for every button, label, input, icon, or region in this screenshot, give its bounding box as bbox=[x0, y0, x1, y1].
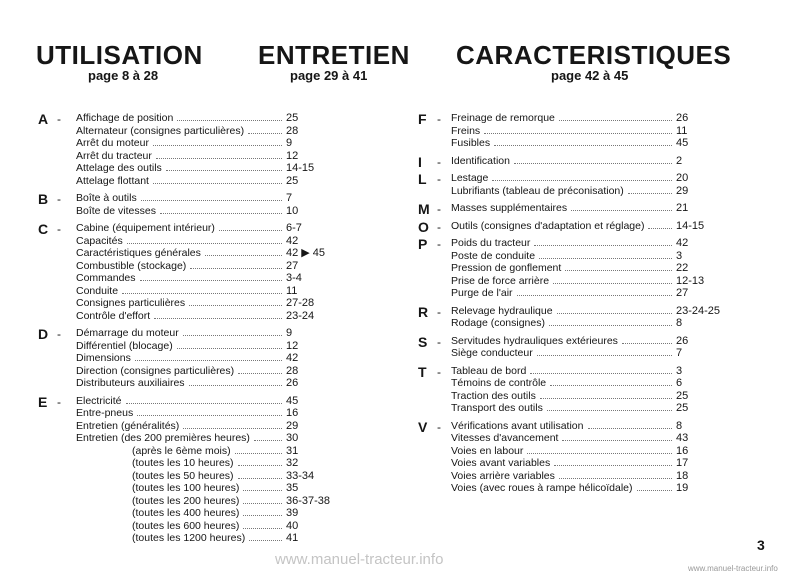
index-entry-page: 27 bbox=[286, 259, 299, 272]
index-entry-label: (toutes les 100 heures) bbox=[132, 482, 240, 494]
index-entry bbox=[418, 402, 728, 415]
leader-dots bbox=[537, 355, 672, 356]
index-dash: - bbox=[57, 394, 61, 409]
index-entry-label: Démarrage du moteur bbox=[76, 327, 179, 339]
index-entry bbox=[418, 305, 728, 318]
index-entry-label: Caractéristiques générales bbox=[76, 247, 201, 259]
index-entry-page: 11 bbox=[286, 284, 298, 297]
index-entry-page: 31 bbox=[286, 444, 299, 457]
index-dash: - bbox=[57, 112, 61, 126]
leader-dots bbox=[154, 318, 282, 319]
footer-small-url: www.manuel-tracteur.info bbox=[688, 564, 778, 573]
index-letter: D bbox=[38, 326, 49, 342]
leader-dots bbox=[554, 465, 672, 466]
index-entry bbox=[38, 365, 338, 378]
index-group-c bbox=[38, 222, 338, 322]
index-letter: O bbox=[418, 218, 429, 235]
index-group-f bbox=[418, 112, 728, 150]
index-entry-label: Voies avant variables bbox=[451, 457, 551, 469]
leader-dots bbox=[530, 373, 672, 374]
index-entry-label: (toutes les 1200 heures) bbox=[132, 532, 246, 544]
leader-dots bbox=[562, 440, 672, 441]
index-entry-label: Entre-pneus bbox=[76, 407, 134, 419]
index-entry-page: 19 bbox=[676, 482, 689, 494]
index-entry-label: (toutes les 400 heures) bbox=[132, 507, 240, 519]
index-entry-page: 25 bbox=[286, 174, 299, 187]
leader-dots bbox=[550, 385, 672, 386]
index-group-o bbox=[418, 220, 728, 233]
index-entry bbox=[38, 482, 338, 495]
index-entry-label: Boîte de vitesses bbox=[76, 204, 156, 217]
leader-dots bbox=[547, 410, 672, 411]
leader-dots bbox=[177, 348, 282, 349]
index-group-i bbox=[418, 155, 728, 168]
index-group-t bbox=[418, 365, 728, 415]
index-entry-label: Arrêt du tracteur bbox=[76, 149, 152, 162]
index-entry-label: Voies arrière variables bbox=[451, 469, 555, 482]
index-entry-page: 11 bbox=[676, 124, 688, 137]
index-entry bbox=[38, 457, 338, 470]
index-entry-label: Lubrifiants (tableau de préconisation) bbox=[451, 184, 624, 197]
leader-dots bbox=[539, 258, 672, 259]
index-entry-label: (après le 6ème mois) bbox=[132, 444, 231, 457]
index-group-m bbox=[418, 202, 728, 215]
index-entry-label: Lestage bbox=[451, 172, 489, 184]
index-letter: M bbox=[418, 201, 430, 217]
index-entry bbox=[418, 335, 728, 348]
index-letter: C bbox=[38, 221, 49, 237]
leader-dots bbox=[122, 293, 282, 294]
index-entry bbox=[38, 327, 338, 340]
leader-dots bbox=[166, 170, 282, 171]
index-entry-label: Identification bbox=[451, 154, 510, 167]
index-group-p bbox=[418, 237, 728, 300]
index-entry bbox=[38, 532, 338, 545]
index-entry bbox=[418, 262, 728, 275]
leader-dots bbox=[571, 210, 672, 211]
index-group-s bbox=[418, 335, 728, 360]
leader-dots bbox=[534, 245, 672, 246]
index-dash: - bbox=[437, 419, 441, 434]
index-entry-label: Servitudes hydrauliques extérieures bbox=[451, 334, 618, 347]
index-entry-page: 42 bbox=[286, 234, 299, 247]
header-caracteristiques: CARACTERISTIQUES bbox=[456, 40, 732, 70]
leader-dots bbox=[517, 295, 672, 296]
index-letter: R bbox=[418, 303, 429, 320]
index-entry bbox=[38, 272, 338, 285]
index-entry-page: 26 bbox=[286, 377, 299, 389]
index-entry bbox=[418, 220, 728, 233]
leader-dots bbox=[183, 335, 282, 336]
leader-dots bbox=[648, 228, 672, 229]
index-letter: F bbox=[418, 111, 427, 127]
index-entry bbox=[38, 222, 338, 235]
index-entry bbox=[418, 172, 728, 185]
index-dash: - bbox=[437, 154, 441, 169]
leader-dots bbox=[189, 385, 282, 386]
index-entry-page: 42 ▶ 45 bbox=[286, 247, 326, 259]
index-entry bbox=[418, 365, 728, 378]
index-entry bbox=[418, 237, 728, 250]
index-entry-page: 7 bbox=[676, 347, 683, 359]
subheader-utilisation-pages: page 8 à 28 bbox=[88, 68, 159, 83]
index-entry-page: 8 bbox=[676, 419, 683, 432]
index-entry-label: (toutes les 10 heures) bbox=[132, 457, 234, 469]
index-group-a bbox=[38, 112, 338, 187]
index-entry-page: 36-37-38 bbox=[286, 494, 331, 507]
index-entry-label: Tableau de bord bbox=[451, 364, 527, 377]
index-entry-label: (toutes les 200 heures) bbox=[132, 494, 240, 507]
index-entry bbox=[38, 495, 338, 508]
leader-dots bbox=[492, 180, 672, 181]
index-entry-page: 3-4 bbox=[286, 272, 302, 284]
leader-dots bbox=[189, 305, 282, 306]
index-entry bbox=[38, 507, 338, 520]
index-entry bbox=[38, 470, 338, 483]
index-entry bbox=[38, 150, 338, 163]
leader-dots bbox=[540, 398, 672, 399]
index-entry bbox=[38, 125, 338, 138]
index-entry-label: Témoins de contrôle bbox=[451, 377, 547, 389]
leader-dots bbox=[254, 440, 282, 441]
index-entry-page: 25 bbox=[286, 112, 299, 124]
leader-dots bbox=[238, 373, 282, 374]
index-dash: - bbox=[437, 237, 441, 251]
leader-dots bbox=[514, 163, 672, 164]
index-entry-page: 12 bbox=[286, 149, 299, 162]
leader-dots bbox=[249, 540, 282, 541]
index-entry-label: Traction des outils bbox=[451, 389, 536, 402]
index-letter: I bbox=[418, 153, 422, 170]
leader-dots bbox=[243, 515, 282, 516]
index-entry bbox=[418, 432, 728, 445]
index-entry-page: 35 bbox=[286, 482, 299, 494]
index-entry bbox=[418, 390, 728, 403]
index-group-b bbox=[38, 192, 338, 217]
index-entry bbox=[418, 250, 728, 263]
index-entry-label: Voies en labour bbox=[451, 444, 524, 457]
leader-dots bbox=[553, 283, 672, 284]
index-entry-page: 21 bbox=[676, 202, 689, 214]
leader-dots bbox=[177, 120, 282, 121]
index-entry bbox=[418, 275, 728, 288]
index-group-v bbox=[418, 420, 728, 495]
index-group-d bbox=[38, 327, 338, 390]
index-entry-label: Freinage de remorque bbox=[451, 112, 555, 124]
leader-dots bbox=[484, 133, 672, 134]
index-entry-page: 26 bbox=[676, 112, 689, 124]
index-entry-page: 16 bbox=[676, 444, 689, 457]
index-entry-page: 42 bbox=[286, 352, 299, 364]
leader-dots bbox=[205, 255, 282, 256]
index-entry-label: Différentiel (blocage) bbox=[76, 339, 173, 352]
index-entry-label: Masses supplémentaires bbox=[451, 202, 568, 214]
index-letter: L bbox=[418, 171, 427, 187]
index-entry bbox=[38, 310, 338, 323]
index-entry bbox=[38, 395, 338, 408]
index-entry-page: 45 bbox=[676, 137, 689, 149]
index-entry-page: 22 bbox=[676, 262, 689, 274]
index-entry bbox=[38, 235, 338, 248]
leader-dots bbox=[243, 490, 282, 491]
index-entry bbox=[418, 112, 728, 125]
index-entry-page: 28 bbox=[286, 124, 299, 137]
index-entry bbox=[38, 520, 338, 533]
index-entry-page: 10 bbox=[286, 204, 299, 217]
index-entry-page: 26 bbox=[676, 334, 689, 347]
index-entry-page: 16 bbox=[286, 407, 299, 419]
index-entry-label: Attelage des outils bbox=[76, 162, 162, 174]
index-entry bbox=[38, 352, 338, 365]
index-entry-label: Affichage de position bbox=[76, 112, 174, 124]
index-entry bbox=[38, 137, 338, 150]
leader-dots bbox=[156, 158, 282, 159]
leader-dots bbox=[549, 325, 672, 326]
index-entry-page: 33-34 bbox=[286, 469, 315, 482]
index-entry-label: Transport des outils bbox=[451, 402, 543, 414]
index-entry-page: 30 bbox=[286, 432, 299, 444]
index-entry-label: Attelage flottant bbox=[76, 174, 149, 187]
index-entry-label: Freins bbox=[451, 124, 481, 137]
index-entry-page: 23-24-25 bbox=[676, 304, 721, 317]
index-entry-page: 12 bbox=[286, 339, 299, 352]
index-entry-label: Capacités bbox=[76, 234, 123, 247]
index-group-e bbox=[38, 395, 338, 545]
index-entry-page: 39 bbox=[286, 507, 299, 519]
index-entry-page: 32 bbox=[286, 457, 299, 469]
index-entry bbox=[38, 175, 338, 188]
leader-dots bbox=[238, 465, 282, 466]
index-entry-page: 3 bbox=[676, 249, 683, 262]
index-dash: - bbox=[437, 112, 441, 126]
index-letter: V bbox=[418, 418, 428, 435]
footer-watermark: www.manuel-tracteur.info bbox=[275, 551, 444, 568]
index-entry-label: (toutes les 600 heures) bbox=[132, 519, 240, 532]
leader-dots bbox=[527, 453, 672, 454]
index-letter: P bbox=[418, 236, 428, 252]
index-entry bbox=[38, 112, 338, 125]
index-entry-label: Cabine (équipement intérieur) bbox=[76, 222, 215, 234]
index-entry-page: 12-13 bbox=[676, 274, 705, 287]
index-entry-page: 3 bbox=[676, 364, 683, 377]
index-entry-page: 41 bbox=[286, 532, 299, 544]
leader-dots bbox=[127, 243, 282, 244]
index-entry bbox=[418, 155, 728, 168]
index-entry-label: Relevage hydraulique bbox=[451, 304, 553, 317]
index-entry-label: (toutes les 50 heures) bbox=[132, 469, 234, 482]
index-entry bbox=[418, 137, 728, 150]
index-entry bbox=[38, 285, 338, 298]
index-letter: S bbox=[418, 333, 428, 350]
index-entry-label: Combustible (stockage) bbox=[76, 259, 187, 272]
index-column-right bbox=[418, 112, 728, 500]
leader-dots bbox=[243, 503, 282, 504]
index-entry-label: Conduite bbox=[76, 284, 119, 297]
index-entry-label: Pression de gonflement bbox=[451, 262, 562, 274]
index-letter: T bbox=[418, 363, 427, 380]
leader-dots bbox=[559, 120, 672, 121]
leader-dots bbox=[248, 133, 282, 134]
index-entry bbox=[418, 445, 728, 458]
index-entry bbox=[38, 420, 338, 433]
index-entry-label: Boîte à outils bbox=[76, 192, 137, 204]
index-entry-page: 7 bbox=[286, 192, 293, 204]
leader-dots bbox=[153, 183, 282, 184]
index-entry bbox=[418, 287, 728, 300]
leader-dots bbox=[243, 528, 282, 529]
index-entry-page: 28 bbox=[286, 364, 299, 377]
index-entry-label: Rodage (consignes) bbox=[451, 317, 545, 329]
index-entry-label: Entretien (généralités) bbox=[76, 419, 180, 432]
index-dash: - bbox=[437, 172, 441, 186]
index-entry-label: Poste de conduite bbox=[451, 249, 536, 262]
index-entry bbox=[38, 247, 338, 260]
index-entry bbox=[38, 407, 338, 420]
index-letter: A bbox=[38, 111, 49, 127]
index-entry-page: 45 bbox=[286, 394, 299, 407]
index-entry-page: 14-15 bbox=[676, 219, 705, 232]
index-entry-label: Vitesses d'avancement bbox=[451, 432, 559, 444]
leader-dots bbox=[135, 360, 282, 361]
leader-dots bbox=[137, 415, 282, 416]
index-entry bbox=[418, 457, 728, 470]
leader-dots bbox=[190, 268, 282, 269]
index-entry-page: 14-15 bbox=[286, 162, 315, 174]
leader-dots bbox=[628, 193, 672, 194]
index-dash: - bbox=[437, 364, 441, 379]
index-entry-page: 27 bbox=[676, 287, 689, 299]
index-entry bbox=[38, 205, 338, 218]
header-entretien: ENTRETIEN bbox=[258, 40, 410, 70]
index-entry bbox=[418, 185, 728, 198]
index-entry-label: Purge de l'air bbox=[451, 287, 513, 299]
index-entry-page: 42 bbox=[676, 237, 689, 249]
index-entry bbox=[418, 347, 728, 360]
index-entry bbox=[418, 202, 728, 215]
index-entry bbox=[38, 432, 338, 445]
index-group-l bbox=[418, 172, 728, 197]
leader-dots bbox=[494, 145, 672, 146]
index-entry-label: Fusibles bbox=[451, 137, 491, 149]
index-letter: B bbox=[38, 191, 49, 207]
index-entry-page: 8 bbox=[676, 317, 683, 329]
index-letter: E bbox=[38, 393, 48, 410]
leader-dots bbox=[153, 145, 282, 146]
index-entry-page: 25 bbox=[676, 389, 689, 402]
index-entry bbox=[38, 162, 338, 175]
index-entry bbox=[418, 317, 728, 330]
index-entry bbox=[38, 445, 338, 458]
index-dash: - bbox=[57, 222, 61, 236]
leader-dots bbox=[588, 428, 673, 429]
index-dash: - bbox=[57, 192, 61, 206]
header-utilisation: UTILISATION bbox=[36, 40, 203, 70]
leader-dots bbox=[557, 313, 672, 314]
index-entry bbox=[418, 377, 728, 390]
index-dash: - bbox=[437, 219, 441, 234]
leader-dots bbox=[141, 200, 282, 201]
index-entry bbox=[38, 260, 338, 273]
index-entry bbox=[418, 125, 728, 138]
index-dash: - bbox=[437, 202, 441, 216]
leader-dots bbox=[219, 230, 282, 231]
leader-dots bbox=[238, 478, 282, 479]
leader-dots bbox=[140, 280, 282, 281]
index-entry-label: Consignes particulières bbox=[76, 297, 186, 309]
page-number: 3 bbox=[757, 537, 765, 553]
leader-dots bbox=[565, 270, 672, 271]
index-dash: - bbox=[57, 327, 61, 341]
index-entry-page: 29 bbox=[286, 419, 299, 432]
index-entry-page: 23-24 bbox=[286, 309, 315, 322]
index-entry-label: Prise de force arrière bbox=[451, 274, 550, 287]
leader-dots bbox=[126, 403, 282, 404]
index-entry-page: 17 bbox=[676, 457, 689, 469]
index-entry-label: Outils (consignes d'adaptation et réglage) bbox=[451, 219, 645, 232]
index-dash: - bbox=[437, 304, 441, 319]
index-entry-label: Dimensions bbox=[76, 352, 131, 364]
index-entry-label: Vérifications avant utilisation bbox=[451, 419, 584, 432]
subheader-entretien-pages: page 29 à 41 bbox=[290, 68, 368, 83]
leader-dots bbox=[160, 213, 282, 214]
leader-dots bbox=[559, 478, 672, 479]
leader-dots bbox=[637, 490, 672, 491]
leader-dots bbox=[183, 428, 282, 429]
index-group-r bbox=[418, 305, 728, 330]
index-entry bbox=[38, 297, 338, 310]
index-entry-label: Direction (consignes particulières) bbox=[76, 364, 235, 377]
index-entry-label: Entretien (des 200 premières heures) bbox=[76, 432, 250, 444]
index-entry-page: 2 bbox=[676, 154, 683, 167]
index-entry bbox=[418, 482, 728, 495]
leader-dots bbox=[235, 453, 282, 454]
index-entry-page: 25 bbox=[676, 402, 689, 414]
index-entry bbox=[418, 470, 728, 483]
index-entry bbox=[38, 377, 338, 390]
index-entry-page: 18 bbox=[676, 469, 689, 482]
index-entry-page: 9 bbox=[286, 327, 293, 339]
index-entry-label: Alternateur (consignes particulières) bbox=[76, 124, 245, 137]
index-entry-page: 40 bbox=[286, 519, 299, 532]
index-entry-page: 9 bbox=[286, 137, 293, 149]
index-entry-page: 6 bbox=[676, 377, 683, 389]
index-entry bbox=[418, 420, 728, 433]
index-entry-label: Poids du tracteur bbox=[451, 237, 531, 249]
index-entry bbox=[38, 340, 338, 353]
index-dash: - bbox=[437, 334, 441, 349]
index-entry-label: Siège conducteur bbox=[451, 347, 533, 359]
index-entry-page: 20 bbox=[676, 172, 689, 184]
index-entry-page: 43 bbox=[676, 432, 689, 444]
leader-dots bbox=[622, 343, 672, 344]
index-entry-label: Voies (avec roues à rampe hélicoïdale) bbox=[451, 482, 633, 494]
index-entry-label: Arrêt du moteur bbox=[76, 137, 149, 149]
index-entry-label: Commandes bbox=[76, 272, 136, 284]
index-entry-page: 27-28 bbox=[286, 297, 315, 309]
subheader-caracteristiques-pages: page 42 à 45 bbox=[551, 68, 629, 83]
index-entry-label: Distributeurs auxiliaires bbox=[76, 377, 185, 389]
index-entry-label: Contrôle d'effort bbox=[76, 309, 151, 322]
index-column-left bbox=[38, 112, 338, 550]
index-entry bbox=[38, 192, 338, 205]
index-entry-label: Electricité bbox=[76, 394, 122, 407]
index-entry-page: 6-7 bbox=[286, 222, 302, 234]
index-entry-page: 29 bbox=[676, 184, 689, 197]
